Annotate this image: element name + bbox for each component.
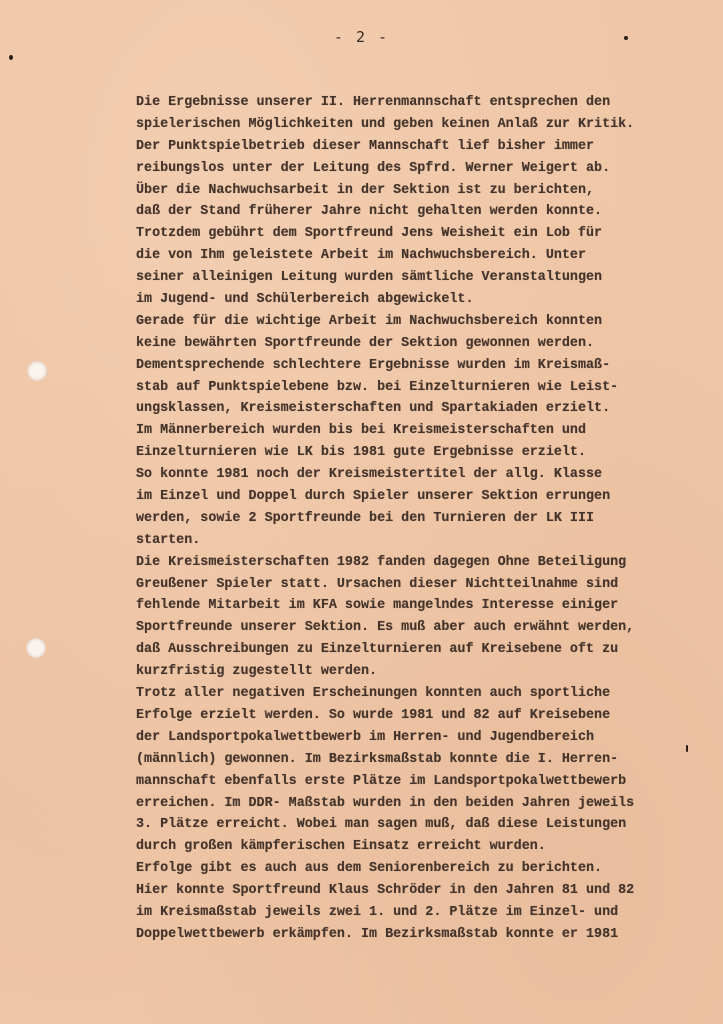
- text-line: kurzfristig zugestellt werden.: [136, 664, 378, 680]
- text-line: Trotzdem gebührt dem Sportfreund Jens Weisheit ein Lob für: [136, 226, 603, 242]
- text-line: 3. Plätze erreicht. Wobei man sagen muß, daß diese Leistungen: [136, 817, 627, 833]
- text-line: Der Punktspielbetrieb dieser Mannschaft lief bisher immer: [136, 138, 595, 154]
- text-line: stab auf Punktspielebene bzw. bei Einzelturnieren wie Leist-: [136, 379, 619, 395]
- text-line: im Kreismaßstab jeweils zwei 1. und 2. Plätze im Einzel- und: [136, 904, 619, 920]
- text-line: keine bewährten Sportfreunde der Sektion gewonnen werden.: [136, 335, 595, 351]
- text-line: der Landsportpokalwettbewerb im Herren- und Jugendbereich: [136, 729, 595, 745]
- text-line: durch großen kämpferischen Einsatz erreicht wurden.: [136, 839, 546, 855]
- text-line: im Jugend- und Schülerbereich abgewickelt.: [136, 292, 474, 308]
- text-line: Über die Nachwuchsarbeit in der Sektion ist zu berichten,: [136, 182, 595, 198]
- page-number: - 2 -: [333, 28, 390, 46]
- text-line: erreichen. Im DDR- Maßstab wurden in den beiden Jahren jeweils: [136, 795, 635, 811]
- text-line: seiner alleinigen Leitung wurden sämtliche Veranstaltungen: [136, 270, 603, 286]
- text-line: spielerischen Möglichkeiten und geben keinen Anlaß zur Kritik.: [136, 116, 635, 132]
- punch-hole-lower: [26, 638, 46, 658]
- text-line: Trotz aller negativen Erscheinungen konnten auch sportliche: [136, 686, 611, 702]
- text-line: So konnte 1981 noch der Kreismeistertitel der allg. Klasse: [136, 467, 603, 483]
- text-line: Erfolge gibt es auch aus dem Seniorenbereich zu berichten.: [136, 861, 603, 877]
- text-line: daß Ausschreibungen zu Einzelturnieren auf Kreisebene oft zu: [136, 642, 619, 658]
- text-line: fehlende Mitarbeit im KFA sowie mangelndes Interesse einiger: [136, 598, 619, 614]
- text-line: Dementsprechende schlechtere Ergebnisse wurden im Kreismaß-: [136, 357, 611, 373]
- text-line: Im Männerbereich wurden bis bei Kreismeisterschaften und: [136, 423, 586, 439]
- text-line: daß der Stand früherer Jahre nicht gehalten werden konnte.: [136, 204, 603, 220]
- punch-hole-upper: [27, 361, 47, 381]
- typed-body-text: [136, 92, 711, 946]
- text-line: Hier konnte Sportfreund Klaus Schröder in den Jahren 81 und 82: [136, 883, 635, 899]
- text-line: Erfolge erzielt werden. So wurde 1981 und 82 auf Kreisebene: [136, 707, 611, 723]
- text-line: die von Ihm geleistete Arbeit im Nachwuchsbereich. Unter: [136, 248, 586, 264]
- text-line: Die Kreismeisterschaften 1982 fanden dagegen Ohne Beteiligung: [136, 554, 627, 570]
- text-line: Doppelwettbewerb erkämpfen. Im Bezirksmaßstab konnte er 1981: [136, 926, 619, 942]
- ink-speck: [624, 36, 628, 40]
- text-line: mannschaft ebenfalls erste Plätze im Landsportpokalwettbewerb: [136, 773, 627, 789]
- text-line: reibungslos unter der Leitung des Spfrd. Werner Weigert ab.: [136, 160, 611, 176]
- text-line: starten.: [136, 532, 201, 548]
- text-line: Sportfreunde unserer Sektion. Es muß aber auch erwähnt werden,: [136, 620, 635, 636]
- text-line: Gerade für die wichtige Arbeit im Nachwuchsbereich konnten: [136, 313, 603, 329]
- text-line: (männlich) gewonnen. Im Bezirksmaßstab konnte die I. Herren-: [136, 751, 619, 767]
- text-line: werden, sowie 2 Sportfreunde bei den Turnieren der LK III: [136, 510, 595, 526]
- text-line: im Einzel und Doppel durch Spieler unserer Sektion errungen: [136, 489, 611, 505]
- text-line: Greußener Spieler statt. Ursachen dieser Nichtteilnahme sind: [136, 576, 619, 592]
- text-line: Die Ergebnisse unserer II. Herrenmannschaft entsprechen den: [136, 95, 611, 110]
- text-line: Einzelturnieren wie LK bis 1981 gute Ergebnisse erzielt.: [136, 445, 586, 461]
- ink-speck: [9, 55, 13, 60]
- text-line: ungsklassen, Kreismeisterschaften und Spartakiaden erzielt.: [136, 401, 611, 417]
